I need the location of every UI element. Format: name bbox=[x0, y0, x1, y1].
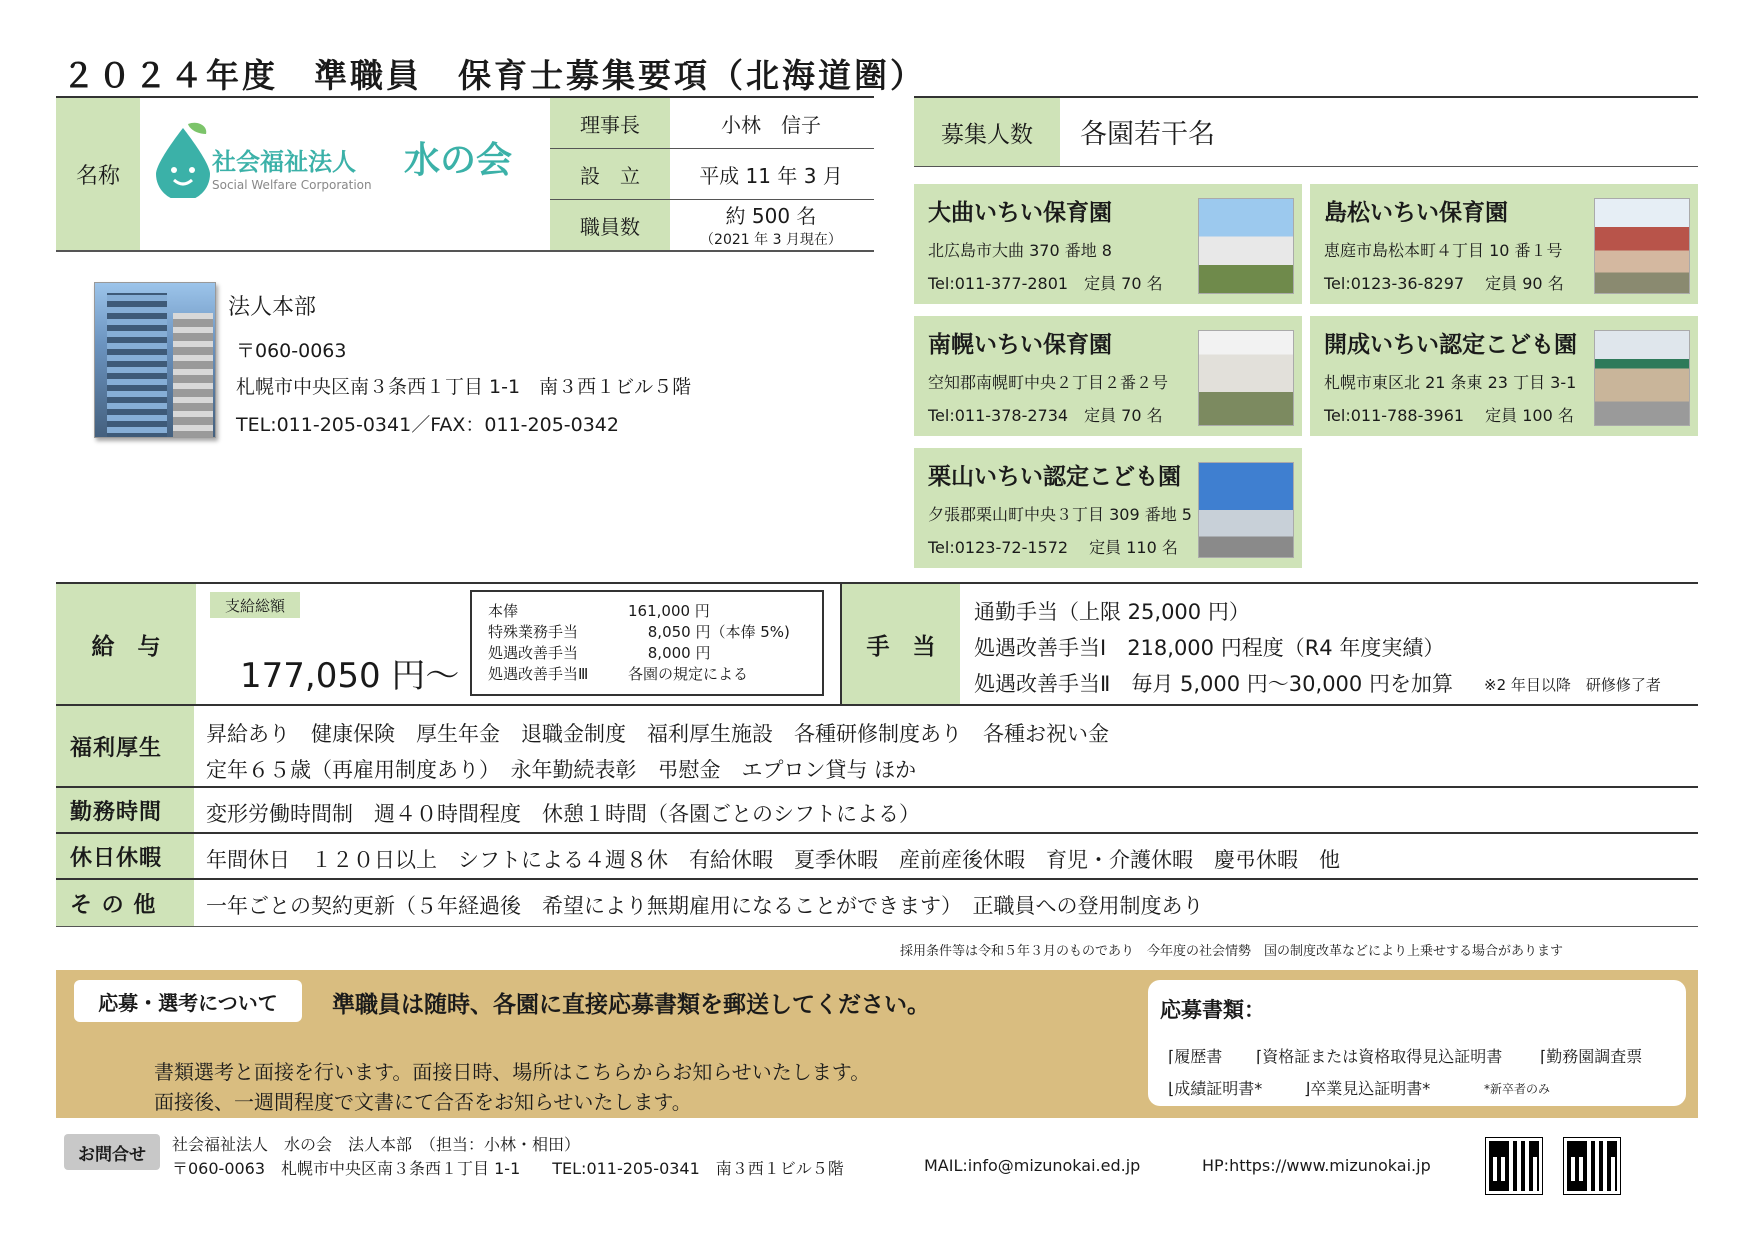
school-address: 夕張郡栗山町中央３丁目 309 番地 5 bbox=[928, 505, 1192, 524]
staff-value-cell bbox=[668, 198, 874, 250]
school-card bbox=[1310, 316, 1698, 436]
founded-label: 設 立 bbox=[550, 149, 670, 199]
recruit-value: 各園若干名 bbox=[1080, 119, 1215, 150]
apply-text: 書類選考と面接を行います。面接日時、場所はこちらからお知らせいたします。 bbox=[154, 1060, 871, 1084]
pay-row bbox=[488, 600, 822, 621]
apply-text: 面接後、一週間程度で文書にて合否をお知らせいたします。 bbox=[154, 1090, 692, 1114]
school-tel: Tel:0123-36-8297 定員 90 名 bbox=[1324, 274, 1564, 293]
divider bbox=[56, 832, 1698, 834]
school-card bbox=[1310, 184, 1698, 304]
page-title: ２０２４年度 準職員 保育士募集要項（北海道圏） bbox=[62, 56, 926, 95]
welfare-line: 昇給あり 健康保険 厚生年金 退職金制度 福利厚生施設 各種研修制度あり 各種お祝い金 bbox=[206, 722, 1109, 746]
logo-text-jp: 社会福祉法人 bbox=[212, 148, 356, 176]
school-card bbox=[914, 448, 1302, 568]
school-name: 大曲いちい保育園 bbox=[928, 200, 1112, 226]
allowance-label: 手 当 bbox=[842, 584, 960, 704]
school-tel: Tel:0123-72-1572 定員 110 名 bbox=[928, 538, 1178, 557]
pay-amount: 各園の規定による bbox=[628, 665, 749, 683]
row-label-welfare: 福利厚生 bbox=[56, 706, 194, 786]
docs-note: *新卒者のみ bbox=[1484, 1082, 1551, 1096]
hours-line: 変形労働時間制 週４０時間程度 休憩１時間（各園ごとのシフトによる） bbox=[206, 802, 920, 826]
divider bbox=[914, 166, 1698, 167]
school-photo bbox=[1594, 198, 1690, 294]
allowance-line: 処遇改善手当Ⅰ 218,000 円程度（R4 年度実績） bbox=[974, 636, 1445, 660]
allowance-line: 通勤手当（上限 25,000 円） bbox=[974, 600, 1250, 624]
school-name: 栗山いちい認定こども園 bbox=[928, 464, 1181, 490]
pay-label: 給 与 bbox=[56, 584, 196, 704]
pay-row bbox=[488, 642, 822, 663]
footnote: 採用条件等は令和５年３月のものであり 今年度の社会情勢 国の制度改革などにより上乗せする場合があります bbox=[900, 944, 1564, 959]
school-photo bbox=[1198, 330, 1294, 426]
pay-total: 177,050 円～ bbox=[240, 656, 460, 696]
pay-item: 特殊業務手当 bbox=[488, 623, 579, 641]
founded-value: 平成 11 年 3 月 bbox=[699, 163, 843, 188]
logo-text-en: Social Welfare Corporation bbox=[212, 178, 372, 192]
holidays-line: 年間休日 １２０日以上 シフトによる４週８休 有給休暇 夏季休暇 産前産後休暇 育児・介護休暇 慶弔休暇 他 bbox=[206, 848, 1340, 872]
pay-row bbox=[488, 621, 822, 642]
hq-tel: TEL:011-205-0341／FAX：011-205-0342 bbox=[236, 414, 619, 436]
school-name: 島松いちい保育園 bbox=[1324, 200, 1508, 226]
doc-item: ⌈資格証または資格取得見込証明書 bbox=[1256, 1047, 1503, 1066]
staff-note: （2021 年 3 月現在） bbox=[700, 231, 842, 248]
school-address: 恵庭市島松本町４丁目 10 番１号 bbox=[1324, 241, 1563, 260]
pay-item: 処遇改善手当Ⅲ bbox=[488, 665, 589, 683]
other-line: 一年ごとの契約更新（５年経過後 希望により無期雇用になることができます） 正職員への登用制度あり bbox=[206, 894, 1204, 918]
school-tel: Tel:011-377-2801 定員 70 名 bbox=[928, 274, 1163, 293]
pay-item: 本俸 bbox=[488, 602, 519, 620]
hq-title: 法人本部 bbox=[228, 295, 317, 320]
divider bbox=[56, 926, 1698, 927]
water-drop-icon bbox=[150, 122, 216, 198]
school-photo bbox=[1198, 462, 1294, 558]
row-label-other: そ の 他 bbox=[56, 880, 194, 926]
org-name-label: 名称 bbox=[56, 98, 140, 250]
hq-zip: 〒060-0063 bbox=[236, 340, 347, 362]
pay-item: 処遇改善手当 bbox=[488, 644, 579, 662]
welfare-line: 定年６５歳（再雇用制度あり） 永年勤続表彰 弔慰金 エプロン貸与 ほか bbox=[206, 758, 917, 782]
school-address: 札幌市東区北 21 条東 23 丁目 3-1 bbox=[1324, 373, 1577, 392]
contact-mail[interactable]: MAIL:info@mizunokai.ed.jp bbox=[924, 1156, 1141, 1175]
apply-headline: 準職員は随時、各園に直接応募書類を郵送してください。 bbox=[332, 992, 930, 1018]
allowance-line: 処遇改善手当Ⅱ 毎月 5,000 円～30,000 円を加算 bbox=[974, 672, 1453, 696]
logo-text-name: 水の会 bbox=[404, 140, 513, 181]
qr-code-icon[interactable] bbox=[1486, 1138, 1542, 1194]
school-card bbox=[914, 316, 1302, 436]
contact-line: 社会福祉法人 水の会 法人本部 （担当：小林・相田） bbox=[172, 1135, 581, 1154]
school-photo bbox=[1198, 198, 1294, 294]
divider bbox=[56, 878, 1698, 880]
row-label-hours: 勤務時間 bbox=[56, 788, 194, 832]
chair-label: 理事長 bbox=[550, 98, 670, 148]
chair-value: 小林 信子 bbox=[721, 112, 821, 137]
qr-code-icon[interactable] bbox=[1564, 1138, 1620, 1194]
pay-amount: 8,050 円（本俸 5%) bbox=[628, 623, 790, 641]
pay-row bbox=[488, 663, 822, 684]
pay-amount: 8,000 円 bbox=[628, 644, 711, 662]
contact-hp[interactable]: HP:https://www.mizunokai.jp bbox=[1202, 1156, 1431, 1175]
hq-address: 札幌市中央区南３条西１丁目 1-1 南３西１ビル５階 bbox=[236, 376, 692, 398]
school-photo bbox=[1594, 330, 1690, 426]
allowance-note: ※2 年目以降 研修修了者 bbox=[1484, 676, 1661, 694]
divider bbox=[56, 786, 1698, 788]
doc-item: ⌈履歴書 bbox=[1168, 1047, 1223, 1066]
org-logo bbox=[150, 130, 540, 220]
documents-title: 応募書類： bbox=[1160, 998, 1265, 1022]
pay-total-tag: 支給総額 bbox=[210, 592, 300, 618]
staff-label: 職員数 bbox=[550, 200, 670, 250]
hq-building-photo bbox=[94, 282, 216, 438]
school-tel: Tel:011-788-3961 定員 100 名 bbox=[1324, 406, 1574, 425]
apply-tag: 応募・選考について bbox=[74, 980, 302, 1022]
divider bbox=[56, 250, 874, 252]
school-name: 南幌いちい保育園 bbox=[928, 332, 1112, 358]
pay-amount: 161,000 円 bbox=[628, 602, 710, 620]
doc-item: ⌈勤務園調査票 bbox=[1540, 1047, 1643, 1066]
school-name: 開成いちい認定こども園 bbox=[1324, 332, 1577, 358]
contact-line: 〒060-0063 札幌市中央区南３条西１丁目 1-1 TEL:011-205-0341 南３西１ビル５階 bbox=[172, 1159, 844, 1178]
doc-item: ⌋卒業見込証明書* bbox=[1304, 1079, 1431, 1098]
divider bbox=[56, 704, 1698, 706]
staff-value: 約 500 名 bbox=[725, 203, 817, 228]
school-card bbox=[914, 184, 1302, 304]
school-tel: Tel:011-378-2734 定員 70 名 bbox=[928, 406, 1163, 425]
school-address: 北広島市大曲 370 番地 8 bbox=[928, 241, 1112, 260]
pay-breakdown bbox=[470, 590, 824, 696]
doc-item: ⌊成績証明書* bbox=[1168, 1079, 1263, 1098]
contact-tag: お問合せ bbox=[64, 1134, 160, 1170]
school-address: 空知郡南幌町中央２丁目２番２号 bbox=[928, 373, 1169, 392]
recruit-label: 募集人数 bbox=[914, 98, 1060, 166]
row-label-holidays: 休日休暇 bbox=[56, 834, 194, 878]
